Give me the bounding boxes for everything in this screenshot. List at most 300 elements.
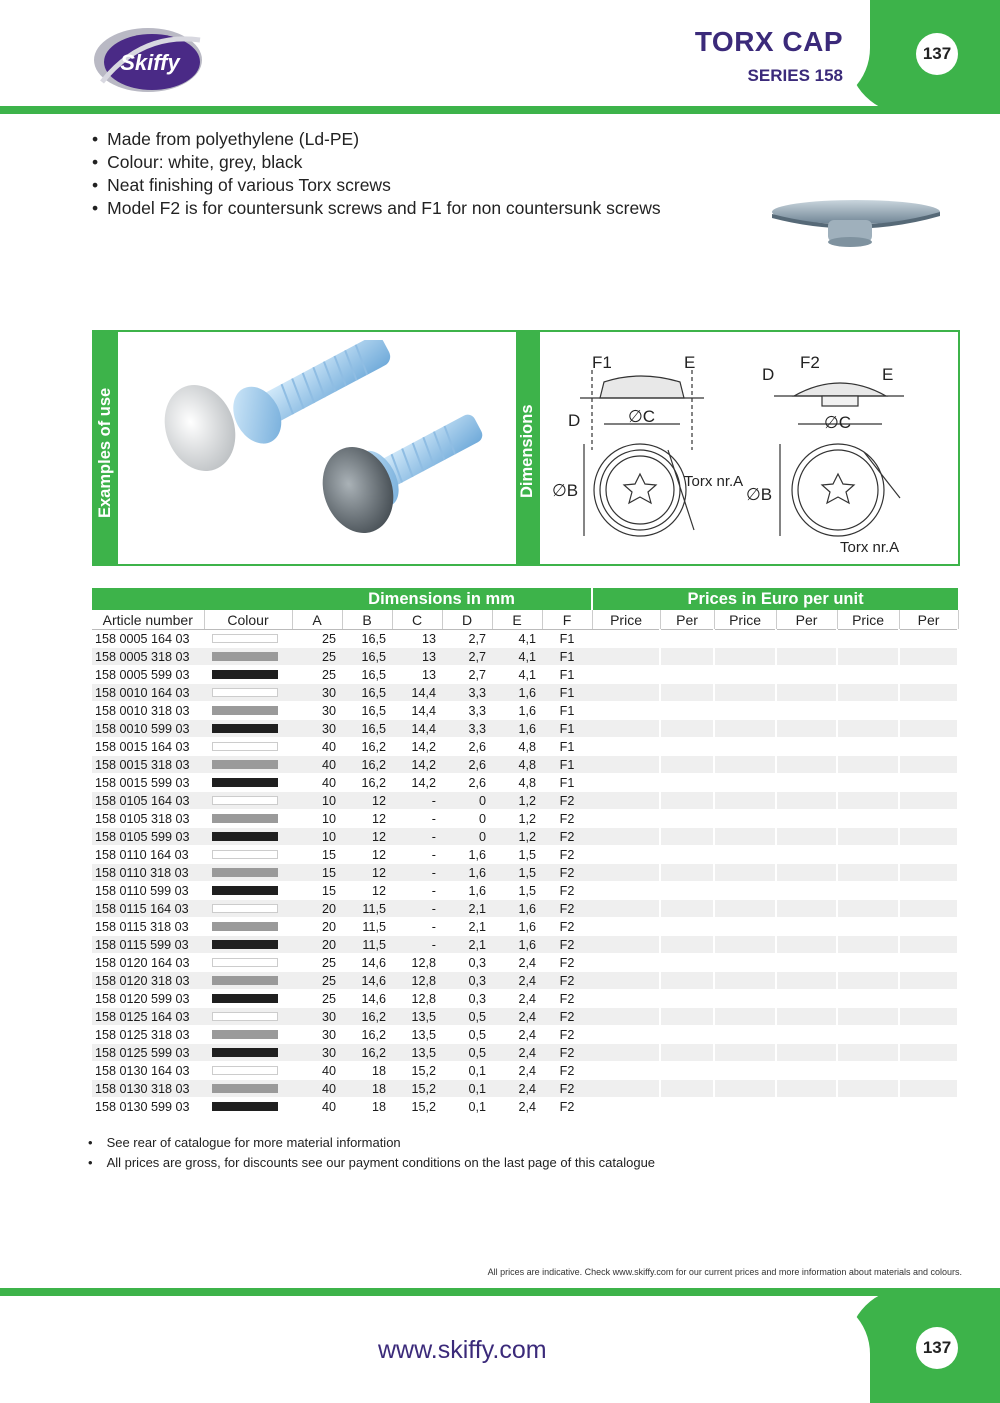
feature-item: • Model F2 is for countersunk screws and F1 for non countersunk screws [92,197,661,220]
price-cell [592,846,660,864]
dimension-c-cell: 12,8 [392,972,442,990]
colour-swatch-grey [212,922,278,931]
group-header-prices: Prices in Euro per unit [592,588,958,610]
dimension-a-cell: 15 [292,882,342,900]
article-number-cell: 158 0115 318 03 [92,918,204,936]
colour-cell [204,1080,292,1098]
price-cell [837,1098,899,1116]
dimension-b-cell: 12 [342,828,392,846]
price-cell [837,954,899,972]
model-cell: F2 [542,1062,592,1080]
per-cell [899,774,958,792]
dimension-a-cell: 15 [292,846,342,864]
price-cell [592,918,660,936]
price-cell [714,972,776,990]
table-row [92,684,958,702]
dimension-e-cell: 4,8 [492,774,542,792]
price-cell [837,1044,899,1062]
dimension-d-cell: 0,5 [442,1044,492,1062]
price-cell [837,648,899,666]
article-number-cell: 158 0130 599 03 [92,1098,204,1116]
table-row [92,918,958,936]
price-cell [592,864,660,882]
dimension-e-cell: 1,6 [492,900,542,918]
per-cell [776,774,837,792]
price-cell [714,1080,776,1098]
per-cell [776,684,837,702]
dimension-b-cell: 11,5 [342,900,392,918]
article-number-cell: 158 0125 599 03 [92,1044,204,1062]
dimension-c-cell: - [392,936,442,954]
dimension-b-cell: 16,5 [342,648,392,666]
price-cell [837,630,899,648]
table-row [92,1080,958,1098]
dimensions-label: Dimensions [518,404,536,498]
per-cell [899,864,958,882]
article-number-cell: 158 0010 164 03 [92,684,204,702]
diagram-label-c2: ∅C [824,413,852,432]
model-cell: F1 [542,684,592,702]
dimension-d-cell: 1,6 [442,882,492,900]
notes-list [88,1133,655,1173]
colour-cell [204,720,292,738]
dimension-c-cell: - [392,846,442,864]
article-number-cell: 158 0105 318 03 [92,810,204,828]
article-number-cell: 158 0130 164 03 [92,1062,204,1080]
dimension-c-cell: - [392,900,442,918]
per-cell [899,720,958,738]
price-cell [714,1044,776,1062]
header-green-bar [0,106,1000,114]
dimension-d-cell: 0,3 [442,990,492,1008]
price-cell [837,846,899,864]
price-cell [837,882,899,900]
dimension-b-cell: 16,2 [342,774,392,792]
dimension-c-cell: 14,4 [392,702,442,720]
price-cell [837,972,899,990]
colour-cell [204,738,292,756]
per-cell [776,702,837,720]
table-row [92,648,958,666]
price-cell [592,882,660,900]
dimension-b-cell: 11,5 [342,936,392,954]
colour-cell [204,990,292,1008]
diagram-label-torx1: Torx nr.A [684,473,744,490]
article-number-cell: 158 0110 318 03 [92,864,204,882]
product-table [92,588,959,1116]
table-row [92,810,958,828]
dimension-e-cell: 1,5 [492,864,542,882]
colour-cell [204,936,292,954]
model-cell: F2 [542,936,592,954]
dimension-c-cell: 14,4 [392,720,442,738]
website-link[interactable]: www.skiffy.com [378,1336,547,1364]
diagram-label-b1: ∅B [552,481,579,500]
dimension-a-cell: 30 [292,1044,342,1062]
price-cell [837,900,899,918]
dimension-c-cell: 13,5 [392,1008,442,1026]
dimension-a-cell: 20 [292,936,342,954]
feature-item: • Colour: white, grey, black [92,151,661,174]
page-number-badge: 137 [916,33,958,75]
column-header: F [542,610,592,630]
dimension-c-cell: 14,2 [392,756,442,774]
per-cell [660,954,714,972]
price-cell [837,1026,899,1044]
colour-cell [204,1062,292,1080]
dimension-b-cell: 18 [342,1098,392,1116]
price-cell [592,1062,660,1080]
price-cell [837,990,899,1008]
per-cell [899,918,958,936]
price-cell [592,756,660,774]
dimension-d-cell: 0,1 [442,1062,492,1080]
dimension-d-cell: 3,3 [442,702,492,720]
column-header: B [342,610,392,630]
dimension-e-cell: 2,4 [492,1062,542,1080]
dimension-c-cell: 13 [392,630,442,648]
colour-cell [204,954,292,972]
dimension-a-cell: 10 [292,810,342,828]
per-cell [899,828,958,846]
per-cell [899,882,958,900]
per-cell [660,1026,714,1044]
price-cell [714,792,776,810]
dimension-d-cell: 0 [442,792,492,810]
article-number-cell: 158 0120 318 03 [92,972,204,990]
per-cell [660,918,714,936]
dimension-c-cell: 13,5 [392,1044,442,1062]
dimension-d-cell: 0,5 [442,1008,492,1026]
per-cell [660,810,714,828]
table-group-header [92,588,958,610]
per-cell [776,810,837,828]
colour-cell [204,1008,292,1026]
price-disclaimer: All prices are indicative. Check www.skiffy.com for our current prices and more information about materials and colours. [487,1267,962,1277]
per-cell [899,792,958,810]
examples-illustration [150,340,490,550]
price-cell [714,720,776,738]
per-cell [776,900,837,918]
dimension-a-cell: 25 [292,972,342,990]
per-cell [660,630,714,648]
skiffy-logo[interactable] [92,22,204,98]
dimension-d-cell: 2,1 [442,936,492,954]
per-cell [660,684,714,702]
table-row [92,774,958,792]
dimension-d-cell: 2,1 [442,900,492,918]
dimension-c-cell: 15,2 [392,1098,442,1116]
dimension-c-cell: 15,2 [392,1080,442,1098]
per-cell [776,1062,837,1080]
dimension-b-cell: 12 [342,864,392,882]
dimension-a-cell: 40 [292,1080,342,1098]
per-cell [776,828,837,846]
column-header: D [442,610,492,630]
colour-cell [204,666,292,684]
table-row [92,900,958,918]
dimension-c-cell: 12,8 [392,990,442,1008]
price-cell [592,954,660,972]
model-cell: F2 [542,846,592,864]
model-cell: F2 [542,882,592,900]
dimension-b-cell: 14,6 [342,990,392,1008]
article-number-cell: 158 0110 599 03 [92,882,204,900]
model-cell: F2 [542,918,592,936]
article-number-cell: 158 0015 164 03 [92,738,204,756]
table-row [92,828,958,846]
dimension-e-cell: 4,8 [492,756,542,774]
colour-swatch-white [212,742,278,751]
model-cell: F1 [542,666,592,684]
colour-swatch-black [212,1048,278,1057]
article-number-cell: 158 0010 599 03 [92,720,204,738]
price-cell [714,882,776,900]
per-cell [660,774,714,792]
footer-page-number-badge: 137 [916,1327,958,1369]
price-cell [714,828,776,846]
dimension-d-cell: 3,3 [442,684,492,702]
model-cell: F2 [542,972,592,990]
dimension-e-cell: 1,5 [492,882,542,900]
per-cell [899,1044,958,1062]
colour-cell [204,900,292,918]
article-number-cell: 158 0110 164 03 [92,846,204,864]
table-row [92,1044,958,1062]
dimension-a-cell: 40 [292,738,342,756]
colour-swatch-white [212,850,278,859]
per-cell [660,846,714,864]
per-cell [660,666,714,684]
colour-swatch-white [212,1012,278,1021]
diagram-label-d2: D [762,365,775,384]
article-number-cell: 158 0015 599 03 [92,774,204,792]
diagram-label-torx2: Torx nr.A [840,539,900,556]
colour-swatch-black [212,670,278,679]
feature-item: • Neat finishing of various Torx screws [92,174,661,197]
dimension-c-cell: - [392,810,442,828]
per-cell [899,738,958,756]
model-cell: F2 [542,1080,592,1098]
table-row [92,864,958,882]
model-cell: F2 [542,990,592,1008]
price-cell [837,774,899,792]
dimension-c-cell: - [392,918,442,936]
price-cell [837,1080,899,1098]
column-header: Per [776,610,837,630]
dimension-c-cell: - [392,864,442,882]
article-number-cell: 158 0120 599 03 [92,990,204,1008]
article-number-cell: 158 0005 164 03 [92,630,204,648]
per-cell [660,702,714,720]
dimension-e-cell: 2,4 [492,1080,542,1098]
colour-swatch-grey [212,760,278,769]
dimension-a-cell: 10 [292,792,342,810]
column-header: Price [837,610,899,630]
dimension-b-cell: 16,5 [342,630,392,648]
price-cell [592,936,660,954]
table-row [92,972,958,990]
dimension-d-cell: 0 [442,810,492,828]
per-cell [660,1080,714,1098]
dimension-e-cell: 4,8 [492,738,542,756]
table-row [92,1008,958,1026]
table-row [92,702,958,720]
colour-cell [204,828,292,846]
table-row [92,1026,958,1044]
dimension-e-cell: 2,4 [492,972,542,990]
article-number-cell: 158 0105 164 03 [92,792,204,810]
dimension-a-cell: 10 [292,828,342,846]
diagram-label-d1: D [568,411,581,430]
price-cell [837,684,899,702]
per-cell [776,1080,837,1098]
article-number-cell: 158 0005 599 03 [92,666,204,684]
per-cell [776,738,837,756]
dimension-e-cell: 2,4 [492,954,542,972]
dimension-b-cell: 16,2 [342,738,392,756]
price-cell [837,918,899,936]
price-cell [592,738,660,756]
price-cell [837,738,899,756]
price-cell [714,810,776,828]
table-row [92,1098,958,1116]
table-row [92,756,958,774]
model-cell: F1 [542,630,592,648]
colour-swatch-black [212,886,278,895]
price-cell [592,792,660,810]
logo-text: Skiffy [120,50,180,75]
per-cell [899,990,958,1008]
dimension-a-cell: 30 [292,1008,342,1026]
dimension-e-cell: 1,2 [492,810,542,828]
article-number-cell: 158 0125 318 03 [92,1026,204,1044]
table-row [92,990,958,1008]
per-cell [776,666,837,684]
table-row [92,1062,958,1080]
per-cell [660,648,714,666]
price-cell [714,702,776,720]
per-cell [899,684,958,702]
per-cell [776,990,837,1008]
per-cell [776,954,837,972]
colour-cell [204,792,292,810]
article-number-cell: 158 0015 318 03 [92,756,204,774]
per-cell [660,900,714,918]
price-cell [714,846,776,864]
price-cell [714,630,776,648]
diagram-label-f1: F1 [592,353,612,372]
colour-cell [204,810,292,828]
price-cell [592,648,660,666]
table-row [92,720,958,738]
dimension-c-cell: 13,5 [392,1026,442,1044]
colour-swatch-white [212,904,278,913]
per-cell [899,666,958,684]
dimension-c-cell: 15,2 [392,1062,442,1080]
per-cell [899,1008,958,1026]
per-cell [660,756,714,774]
dimension-b-cell: 12 [342,846,392,864]
price-cell [837,828,899,846]
dimension-e-cell: 4,1 [492,630,542,648]
price-cell [837,720,899,738]
dimension-b-cell: 16,5 [342,684,392,702]
price-cell [592,630,660,648]
dimension-b-cell: 16,2 [342,1026,392,1044]
dimension-d-cell: 1,6 [442,846,492,864]
dimension-a-cell: 20 [292,918,342,936]
dimension-b-cell: 14,6 [342,972,392,990]
dimension-e-cell: 4,1 [492,648,542,666]
colour-swatch-black [212,778,278,787]
table-body [92,630,958,1116]
price-cell [837,936,899,954]
colour-cell [204,918,292,936]
price-cell [837,810,899,828]
group-header-dimensions: Dimensions in mm [292,588,592,610]
dimension-b-cell: 14,6 [342,954,392,972]
per-cell [899,1026,958,1044]
model-cell: F1 [542,756,592,774]
article-number-cell: 158 0120 164 03 [92,954,204,972]
dimension-e-cell: 2,4 [492,1008,542,1026]
article-number-cell: 158 0115 599 03 [92,936,204,954]
colour-cell [204,972,292,990]
dimension-e-cell: 1,6 [492,702,542,720]
dimension-a-cell: 40 [292,756,342,774]
note-item: • See rear of catalogue for more material information [88,1133,655,1153]
per-cell [899,954,958,972]
per-cell [776,882,837,900]
price-cell [592,1008,660,1026]
dimension-b-cell: 12 [342,792,392,810]
dimension-a-cell: 30 [292,1026,342,1044]
article-number-cell: 158 0125 164 03 [92,1008,204,1026]
per-cell [899,630,958,648]
dimension-d-cell: 2,6 [442,756,492,774]
per-cell [776,630,837,648]
per-cell [660,738,714,756]
colour-swatch-grey [212,706,278,715]
price-cell [592,1080,660,1098]
price-cell [837,756,899,774]
per-cell [660,828,714,846]
table-column-header [92,610,958,630]
column-header: Colour [204,610,292,630]
per-cell [660,1062,714,1080]
colour-swatch-black [212,832,278,841]
per-cell [660,972,714,990]
dimension-a-cell: 30 [292,720,342,738]
price-cell [592,684,660,702]
per-cell [899,756,958,774]
dimension-a-cell: 25 [292,630,342,648]
colour-cell [204,684,292,702]
footer-green-bar [0,1288,1000,1296]
model-cell: F1 [542,720,592,738]
per-cell [899,810,958,828]
dimension-e-cell: 2,4 [492,1044,542,1062]
colour-swatch-white [212,796,278,805]
article-number-cell: 158 0105 599 03 [92,828,204,846]
price-cell [714,864,776,882]
column-header: Article number [92,610,204,630]
per-cell [776,972,837,990]
per-cell [899,702,958,720]
colour-cell [204,756,292,774]
per-cell [776,720,837,738]
